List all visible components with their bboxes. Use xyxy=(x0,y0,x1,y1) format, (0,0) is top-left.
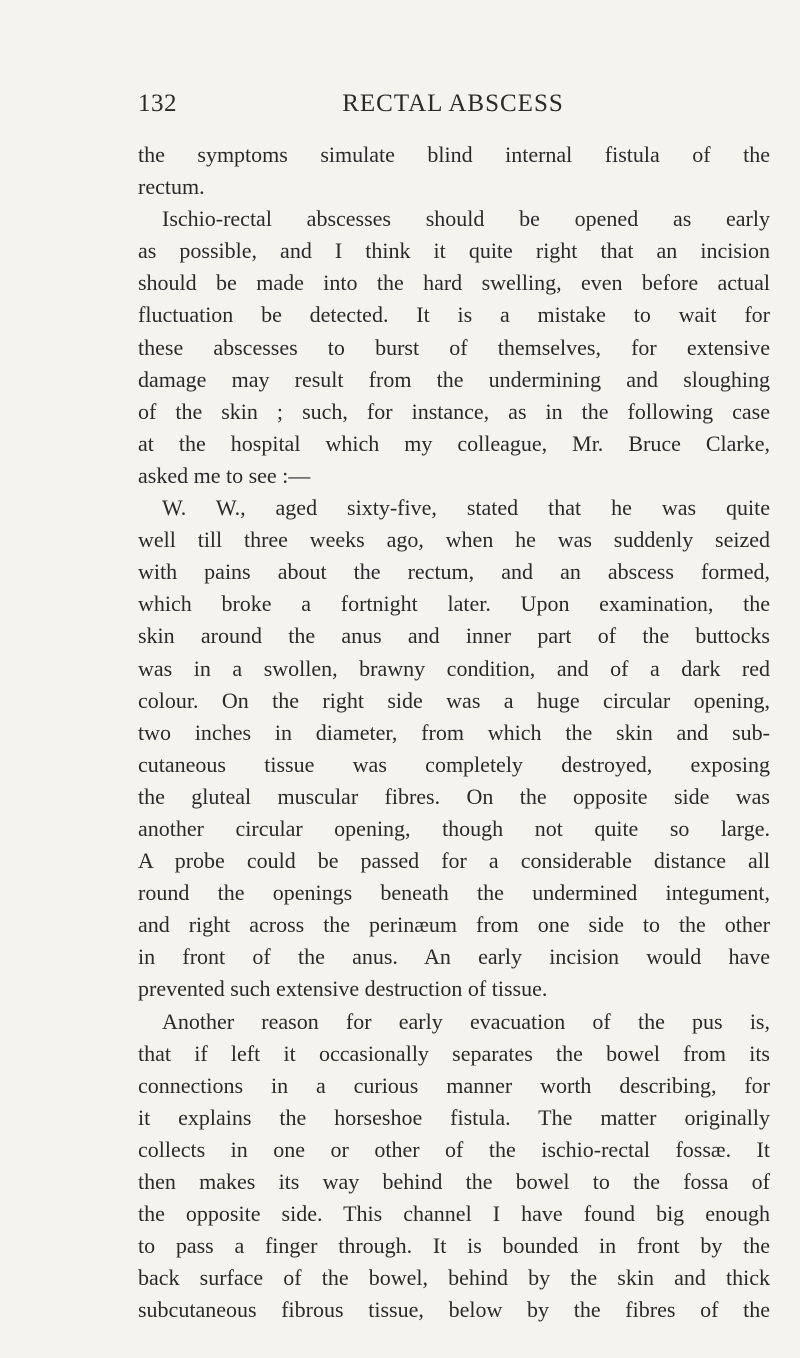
text-line: round the openings beneath the undermined integument, xyxy=(138,880,770,906)
page-header xyxy=(138,90,768,124)
text-line: was in a swollen, brawny condition, and of a dark red xyxy=(138,655,770,681)
text-line: cutaneous tissue was completely destroyed, exposing xyxy=(138,751,770,777)
text-line: the symptoms simulate blind internal fistula of the xyxy=(138,142,770,167)
text-line: Another reason for early evacuation of the pus is, xyxy=(162,1008,770,1034)
text-line: prevented such extensive destruction of tissue. xyxy=(138,976,548,1002)
text-line: the opposite side. This channel I have found big enough xyxy=(138,1201,770,1227)
text-line: which broke a fortnight later. Upon examination, the xyxy=(138,591,770,617)
body-text xyxy=(138,139,770,1326)
text-line: as possible, and I think it quite right that an incision xyxy=(138,238,770,264)
text-line: of the skin ; such, for instance, as in the following case xyxy=(138,398,770,424)
text-line: damage may result from the undermining and sloughing xyxy=(138,366,770,392)
text-line: colour. On the right side was a huge circular opening, xyxy=(138,687,770,713)
text-line: the gluteal muscular fibres. On the opposite side was xyxy=(138,783,770,809)
text-line: that if left it occasionally separates the bowel from its xyxy=(138,1040,770,1066)
text-line: at the hospital which my colleague, Mr. Bruce Clarke, xyxy=(138,430,770,456)
text-line: in front of the anus. An early incision would have xyxy=(138,944,770,970)
text-line: and right across the perinæum from one side to the other xyxy=(138,912,770,938)
text-line: to pass a finger through. It is bounded in front by the xyxy=(138,1233,770,1259)
text-line: fluctuation be detected. It is a mistake to wait for xyxy=(138,302,770,328)
page-number: 132 xyxy=(138,90,177,117)
text-line: two inches in diameter, from which the skin and sub- xyxy=(138,719,770,745)
text-line: well till three weeks ago, when he was suddenly seized xyxy=(138,527,770,553)
text-line: with pains about the rectum, and an abscess formed, xyxy=(138,559,770,585)
running-head: RECTAL ABSCESS xyxy=(342,90,564,117)
text-line: skin around the anus and inner part of the buttocks xyxy=(138,623,770,649)
text-line: collects in one or other of the ischio-rectal fossæ. It xyxy=(138,1136,770,1162)
text-line: connections in a curious manner worth describing, for xyxy=(138,1072,770,1098)
text-line: it explains the horseshoe fistula. The matter originally xyxy=(138,1104,770,1130)
text-line: back surface of the bowel, behind by the skin and thick xyxy=(138,1265,770,1291)
text-line: rectum. xyxy=(138,174,205,200)
text-line: W. W., aged sixty-five, stated that he was quite xyxy=(162,495,770,521)
text-line: should be made into the hard swelling, even before actual xyxy=(138,270,770,296)
text-line: these abscesses to burst of themselves, for extensive xyxy=(138,334,770,360)
text-line: asked me to see :— xyxy=(138,462,311,488)
text-line: subcutaneous fibrous tissue, below by the fibres of the xyxy=(138,1297,770,1323)
text-line: then makes its way behind the bowel to the fossa of xyxy=(138,1169,770,1194)
text-line: another circular opening, though not quite so large. xyxy=(138,815,770,841)
text-line: Ischio-rectal abscesses should be opened as early xyxy=(162,206,770,232)
text-line: A probe could be passed for a considerable distance all xyxy=(138,848,770,874)
